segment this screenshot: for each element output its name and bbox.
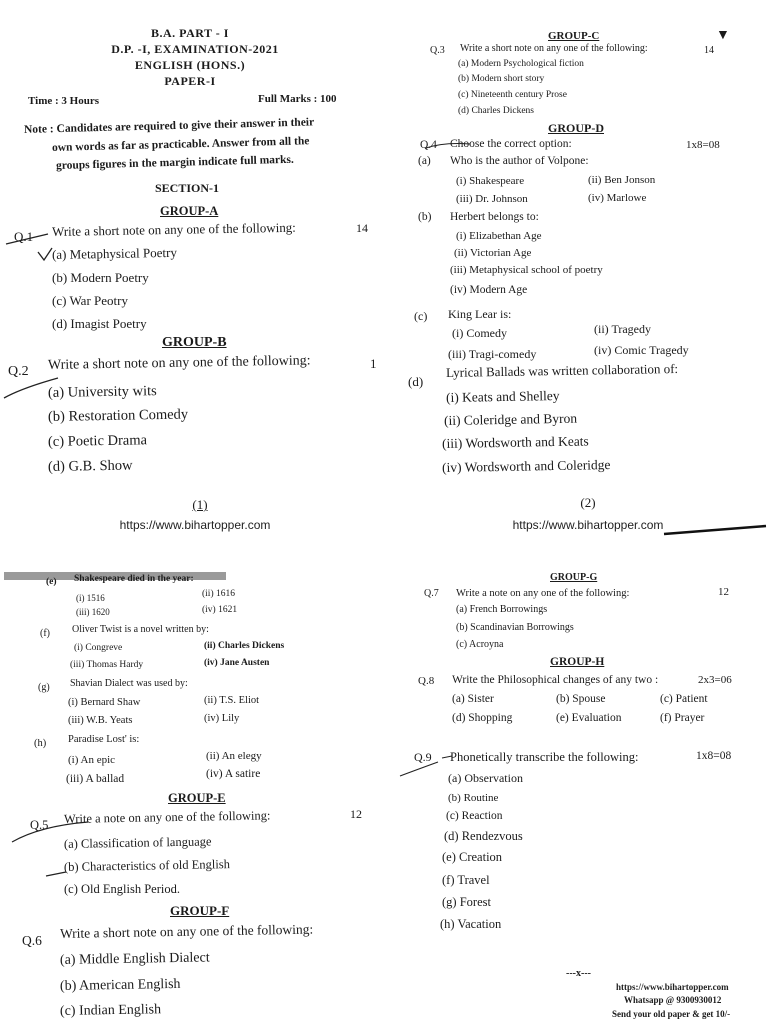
option-item: (i) Shakespeare bbox=[456, 175, 525, 187]
option-item: (b) Characteristics of old English bbox=[63, 857, 231, 874]
question-marks: 12 bbox=[350, 807, 362, 821]
group-c-title: GROUP-C bbox=[548, 30, 600, 42]
question-text: Write a note on any one of the following: bbox=[456, 588, 630, 599]
group-f-title: GROUP-F bbox=[170, 903, 230, 918]
subquestion-label: (a) bbox=[418, 155, 431, 167]
option-item: (b) Scandinavian Borrowings bbox=[456, 622, 574, 633]
option-item: (i) Keats and Shelley bbox=[445, 388, 560, 405]
option-item: (iv) Comic Tragedy bbox=[594, 343, 689, 357]
option-item: (iv) 1621 bbox=[202, 605, 238, 615]
exam-page-3 bbox=[0, 512, 384, 1024]
option-item: (e) Creation bbox=[442, 850, 503, 864]
subquestion-text: Lyrical Ballads was written collaboration of: bbox=[445, 360, 679, 380]
subquestion-label: (d) bbox=[408, 374, 424, 389]
option-item: (iii) Wordsworth and Keats bbox=[441, 433, 589, 451]
option-item: (iv) Modern Age bbox=[450, 284, 528, 296]
question-text: Write a note on any one of the following: bbox=[63, 808, 271, 826]
question-text: Write the Philosophical changes of any two : bbox=[452, 674, 659, 686]
option-item: (f) Prayer bbox=[660, 712, 705, 724]
subquestion-label: (c) bbox=[414, 309, 428, 323]
question-text: Write a short note on any one of the following: bbox=[460, 43, 648, 54]
subquestion-label: (f) bbox=[40, 628, 50, 639]
question-text: Choose the correct option: bbox=[450, 138, 572, 150]
option-item: (i) An epic bbox=[68, 754, 116, 766]
question-number: Q.9 bbox=[414, 750, 432, 764]
option-item: (i) Elizabethan Age bbox=[456, 230, 542, 242]
page-number: (2) bbox=[580, 495, 596, 510]
option-item: (b) Spouse bbox=[556, 693, 606, 705]
option-item: (a) Metaphysical Poetry bbox=[51, 244, 178, 262]
subquestion-text: Who is the author of Volpone: bbox=[450, 155, 589, 167]
subquestion-label: (b) bbox=[418, 211, 432, 223]
group-h-title: GROUP-H bbox=[550, 656, 605, 668]
exam-header-line: B.A. PART - I bbox=[151, 26, 229, 40]
question-marks: 1x8=08 bbox=[686, 139, 720, 151]
option-item: (e) Evaluation bbox=[556, 712, 622, 724]
option-item: (ii) Charles Dickens bbox=[204, 641, 285, 651]
option-item: (iv) Marlowe bbox=[588, 192, 647, 204]
footer-url[interactable]: https://www.bihartopper.com bbox=[616, 982, 729, 992]
exam-note-line: own words as far as practicable. Answer from all the bbox=[51, 135, 310, 154]
option-item: (iii) Thomas Hardy bbox=[70, 660, 144, 670]
option-item: (d) Charles Dickens bbox=[458, 106, 534, 116]
option-item: (iv) A satire bbox=[206, 768, 261, 780]
question-number: Q.3 bbox=[430, 45, 445, 56]
footer-whatsapp: Whatsapp @ 9300930012 bbox=[624, 995, 722, 1005]
option-item: (ii) An elegy bbox=[206, 750, 262, 762]
option-item: (h) Vacation bbox=[440, 917, 502, 931]
option-item: (i) Comedy bbox=[452, 326, 507, 340]
exam-page-1 bbox=[0, 0, 384, 532]
pen-mark-icon bbox=[44, 862, 74, 882]
question-number: Q.4 bbox=[420, 139, 437, 151]
option-item: (c) Poetic Drama bbox=[47, 432, 148, 450]
group-b-title: GROUP-B bbox=[162, 335, 227, 350]
option-item: (c) Patient bbox=[660, 693, 708, 705]
question-text: Phonetically transcribe the following: bbox=[450, 750, 639, 764]
question-text: Write a short note on any one of the following: bbox=[59, 921, 314, 941]
option-item: (a) Classification of language bbox=[63, 834, 212, 851]
question-marks: 14 bbox=[356, 221, 368, 235]
option-item: (c) Reaction bbox=[446, 810, 503, 822]
option-item: (ii) 1616 bbox=[202, 589, 235, 599]
option-item: (a) Sister bbox=[452, 693, 494, 705]
option-item: (b) Routine bbox=[448, 792, 499, 804]
subquestion-label: (h) bbox=[34, 738, 47, 749]
page-number: (1) bbox=[192, 497, 208, 512]
subquestion-text: King Lear is: bbox=[448, 307, 512, 321]
pen-mark-icon bbox=[398, 752, 454, 782]
option-item: (g) Forest bbox=[442, 895, 491, 909]
option-item: (b) American English bbox=[59, 976, 181, 994]
question-number: Q.8 bbox=[418, 675, 435, 687]
question-marks: 1x8=08 bbox=[696, 750, 732, 762]
question-number: Q.7 bbox=[424, 588, 439, 599]
question-marks: 12 bbox=[718, 586, 729, 598]
group-e-title: GROUP-E bbox=[168, 791, 226, 805]
exam-header-line: ENGLISH (HONS.) bbox=[134, 58, 246, 72]
option-item: (iv) Wordsworth and Coleridge bbox=[441, 457, 611, 475]
option-item: (iii) Tragi-comedy bbox=[448, 347, 537, 361]
option-item: (c) War Peotry bbox=[52, 293, 128, 308]
option-item: (c) Nineteenth century Prose bbox=[458, 90, 567, 100]
section-title: SECTION-1 bbox=[155, 181, 220, 195]
exam-note-line: groups figures in the margin indicate full marks. bbox=[55, 153, 294, 172]
subquestion-label: (e) bbox=[46, 577, 57, 587]
option-item: (iv) Lily bbox=[204, 713, 240, 724]
option-item: (a) Middle English Dialect bbox=[59, 950, 210, 968]
page-url[interactable]: https://www.bihartopper.com bbox=[512, 518, 664, 532]
option-item: (d) Rendezvous bbox=[444, 829, 523, 843]
subquestion-text: Paradise Lost' is: bbox=[68, 734, 140, 745]
option-item: (c) Indian English bbox=[59, 1002, 162, 1019]
option-item: (ii) T.S. Eliot bbox=[204, 695, 260, 706]
exam-header-line: D.P. -I, EXAMINATION-2021 bbox=[111, 42, 279, 56]
exam-note-line: Note : Candidates are required to give their answer in their bbox=[23, 116, 315, 136]
option-item: (i) Bernard Shaw bbox=[68, 697, 141, 708]
option-item: (a) French Borrowings bbox=[456, 604, 548, 615]
option-item: (d) G.B. Show bbox=[47, 457, 133, 475]
question-number: Q.5 bbox=[30, 818, 49, 832]
option-item: (c) Acroyna bbox=[456, 639, 504, 650]
option-item: (d) Imagist Poetry bbox=[52, 316, 147, 331]
option-item: (b) Restoration Comedy bbox=[47, 406, 189, 425]
pen-mark-icon bbox=[10, 812, 90, 852]
end-mark: ---x--- bbox=[566, 968, 591, 979]
group-d-title: GROUP-D bbox=[548, 121, 604, 135]
group-a-title: GROUP-A bbox=[160, 204, 219, 218]
option-item: (b) Modern Poetry bbox=[52, 270, 149, 285]
option-item: (c) Old English Period. bbox=[64, 882, 180, 896]
exam-time: Time : 3 Hours bbox=[28, 95, 99, 107]
option-item: (ii) Tragedy bbox=[594, 322, 651, 336]
subquestion-text: Herbert belongs to: bbox=[450, 211, 539, 223]
option-item: (a) University wits bbox=[47, 383, 157, 401]
pen-mark-icon bbox=[4, 226, 52, 276]
page-url[interactable]: https://www.bihartopper.com bbox=[119, 518, 271, 532]
pen-mark-icon bbox=[2, 372, 62, 402]
exam-page-4 bbox=[384, 512, 768, 1024]
option-item: (ii) Victorian Age bbox=[454, 247, 532, 259]
option-item: (a) Observation bbox=[448, 771, 523, 785]
question-marks: 14 bbox=[704, 45, 714, 56]
question-number: Q.6 bbox=[22, 933, 42, 948]
option-item: (iv) Jane Austen bbox=[204, 658, 270, 668]
question-marks: 1 bbox=[370, 356, 377, 371]
question-number: Q.2 bbox=[8, 364, 29, 379]
group-g-title: GROUP-G bbox=[550, 572, 598, 583]
option-item: (iii) W.B. Yeats bbox=[68, 715, 133, 726]
option-item: (f) Travel bbox=[442, 873, 490, 887]
subquestion-text: Shakespeare died in the year: bbox=[74, 574, 194, 584]
option-item: (b) Modern short story bbox=[458, 74, 545, 84]
option-item: (i) Congreve bbox=[74, 643, 123, 653]
option-item: (d) Shopping bbox=[452, 712, 513, 724]
exam-header-line: PAPER-I bbox=[164, 74, 216, 88]
question-marks: 2x3=06 bbox=[698, 674, 732, 686]
corner-mark-icon: ▼ bbox=[716, 28, 730, 43]
question-text: Write a short note on any one of the following: bbox=[47, 353, 311, 373]
footer-offer: Send your old paper & get 10/- bbox=[612, 1009, 731, 1019]
exam-full-marks: Full Marks : 100 bbox=[258, 93, 337, 105]
subquestion-text: Oliver Twist is a novel written by: bbox=[72, 624, 209, 635]
question-text: Write a short note on any one of the following: bbox=[51, 219, 296, 239]
option-item: (ii) Coleridge and Byron bbox=[443, 410, 578, 428]
question-number: Q.1 bbox=[14, 229, 34, 244]
subquestion-text: Shavian Dialect was used by: bbox=[70, 678, 188, 689]
exam-page-2 bbox=[384, 0, 768, 532]
option-item: (iii) Dr. Johnson bbox=[456, 193, 528, 205]
option-item: (i) 1516 bbox=[76, 593, 105, 603]
option-item: (iii) A ballad bbox=[66, 773, 125, 785]
option-item: (ii) Ben Jonson bbox=[588, 174, 656, 186]
option-item: (iii) Metaphysical school of poetry bbox=[450, 264, 603, 276]
subquestion-label: (g) bbox=[38, 682, 50, 693]
pen-mark-icon bbox=[424, 140, 484, 154]
option-item: (iii) 1620 bbox=[76, 607, 110, 617]
option-item: (a) Modern Psychological fiction bbox=[458, 59, 584, 69]
